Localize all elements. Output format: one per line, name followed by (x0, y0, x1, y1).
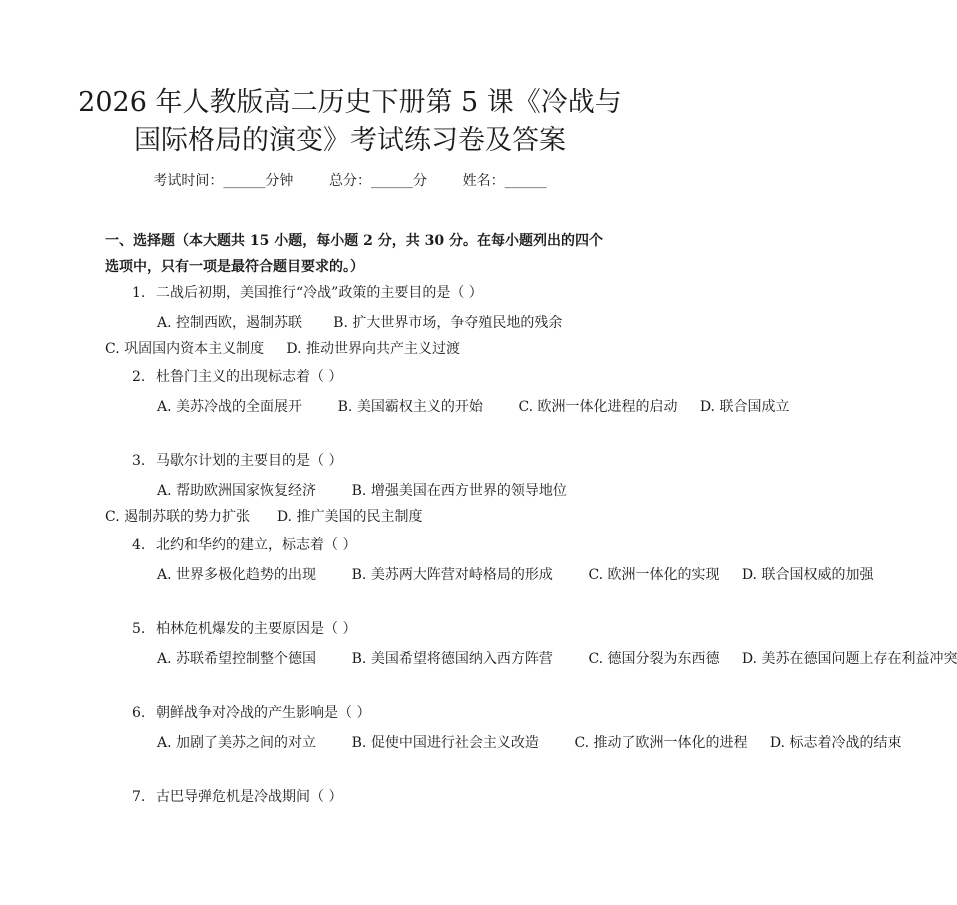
option-c: C. 欧洲一体化进程的启动 (518, 399, 678, 415)
option-a: A. 帮助欧洲国家恢复经济 (157, 483, 317, 499)
option-a: A. 加剧了美苏之间的对立 (157, 735, 317, 751)
option-a: A. 世界多极化趋势的出现 (157, 567, 317, 583)
option-d: D. 推动世界向共产主义过渡 (286, 341, 461, 357)
question-3-options (105, 478, 605, 530)
option-d: D. 标志着冷战的结束 (769, 735, 902, 751)
question-7 (132, 786, 342, 806)
option-d: D. 推广美国的民主制度 (276, 509, 423, 525)
question-number: 2. (132, 369, 146, 385)
option-b: B. 美苏两大阵营对峙格局的形成 (351, 567, 553, 583)
option-c: C. 巩固国内资本主义制度 (105, 341, 265, 357)
option-d: D. 联合国权威的加强 (741, 567, 874, 583)
question-2-options (105, 394, 790, 420)
option-b: B. 美国霸权主义的开始 (337, 399, 483, 415)
option-b: B. 增强美国在西方世界的领导地位 (351, 483, 567, 499)
question-number: 6. (132, 705, 146, 721)
question-stem: 古巴导弹危机是冷战期间（ ） (156, 789, 343, 805)
question-5 (132, 618, 356, 638)
option-c: C. 推动了欧洲一体化的进程 (574, 735, 748, 751)
option-d: D. 联合国成立 (699, 399, 790, 415)
exam-name-field: 姓名：______ (462, 173, 547, 189)
option-b: B. 美国希望将德国纳入西方阵营 (351, 651, 553, 667)
question-number: 4. (132, 537, 146, 553)
option-b: B. 促使中国进行社会主义改造 (351, 735, 539, 751)
question-stem: 马歇尔计划的主要目的是（ ） (156, 453, 343, 469)
question-stem: 北约和华约的建立，标志着（ ） (156, 537, 357, 553)
option-b: B. 扩大世界市场，争夺殖民地的残余 (333, 315, 563, 331)
question-stem: 杜鲁门主义的出现标志着（ ） (156, 369, 343, 385)
question-stem: 朝鲜战争对冷战的产生影响是（ ） (156, 705, 371, 721)
question-stem: 柏林危机爆发的主要原因是（ ） (156, 621, 357, 637)
exam-title-line2: 国际格局的演变》考试练习卷及答案 (134, 125, 566, 156)
question-4 (132, 534, 356, 554)
option-a: A. 控制西欧，遏制苏联 (157, 315, 303, 331)
section-heading: 一、选择题（本大题共 15 小题，每小题 2 分，共 30 分。在每小题列出的四个选项中，只有一项是最符合题目要求的。） (105, 233, 603, 275)
question-3 (132, 450, 342, 470)
option-c: C. 遏制苏联的势力扩张 (105, 509, 251, 525)
option-c: C. 欧洲一体化的实现 (588, 567, 720, 583)
question-number: 1. (132, 285, 146, 301)
question-4-options (105, 562, 874, 588)
question-6-options (105, 730, 902, 756)
exam-time-field: 考试时间：______分钟 (153, 173, 294, 189)
question-2 (132, 366, 342, 386)
question-number: 3. (132, 453, 146, 469)
exam-meta (0, 170, 700, 190)
option-c: C. 德国分裂为东西德 (588, 651, 720, 667)
option-d: D. 美苏在德国问题上存在利益冲突 (741, 651, 957, 667)
question-1-options (105, 310, 605, 362)
question-6 (132, 702, 370, 722)
question-number: 5. (132, 621, 146, 637)
question-number: 7. (132, 789, 146, 805)
exam-title-line1: 2026 年人教版高二历史下册第 5 课《冷战与 (78, 87, 622, 118)
option-a: A. 美苏冷战的全面展开 (157, 399, 303, 415)
exam-score-field: 总分：______分 (329, 173, 427, 189)
question-stem: 二战后初期，美国推行“冷战”政策的主要目的是（ ） (156, 285, 483, 301)
option-a: A. 苏联希望控制整个德国 (157, 651, 317, 667)
question-1 (132, 282, 483, 302)
question-5-options (105, 646, 957, 672)
